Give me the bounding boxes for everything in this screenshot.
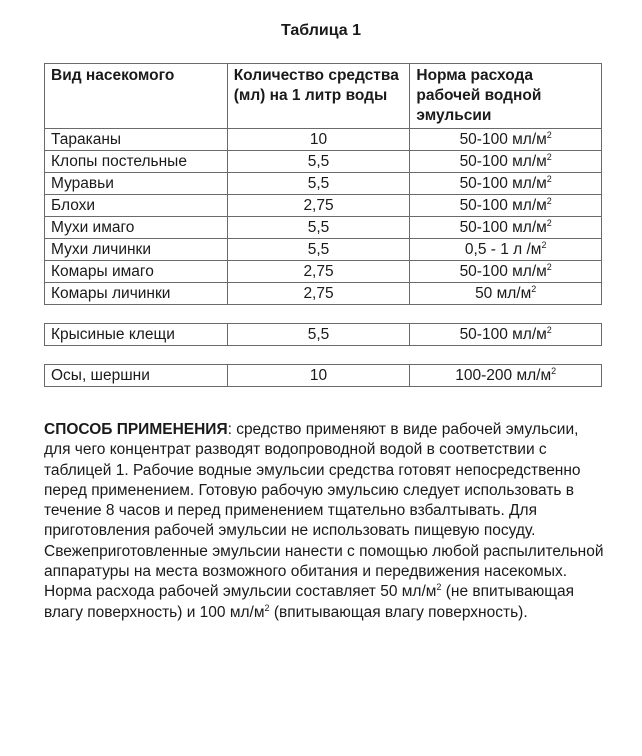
superscript: 2	[546, 261, 552, 272]
table-row	[45, 365, 602, 387]
amount-cell: 10	[227, 365, 410, 387]
table-row	[45, 324, 602, 346]
rate-value: 50-100 мл/м	[459, 153, 547, 170]
rate-cell	[410, 151, 602, 173]
superscript: 2	[436, 582, 442, 593]
insect-cell: Тараканы	[45, 129, 228, 151]
amount-cell: 5,5	[227, 151, 410, 173]
insect-cell: Комары личинки	[45, 283, 228, 305]
table-row	[45, 283, 602, 305]
rate-cell	[410, 217, 602, 239]
amount-cell: 10	[227, 129, 410, 151]
rate-value: 50-100 мл/м	[459, 263, 547, 280]
table-spacer-row	[45, 346, 602, 365]
rate-value: 50 мл/м	[475, 285, 532, 302]
dosage-table	[44, 63, 602, 387]
application-text-2: (не впитывающая влагу поверхность) и 100 мл/м	[44, 583, 574, 621]
rate-cell	[410, 283, 602, 305]
rate-value: 50-100 мл/м	[459, 175, 547, 192]
rate-value: 50-100 мл/м	[459, 219, 547, 236]
insect-cell: Мухи личинки	[45, 239, 228, 261]
superscript: 2	[264, 602, 270, 613]
header-insect: Вид насекомого	[45, 64, 228, 129]
application-text-1: : средство применяют в виде рабочей эмульсии, для чего концентрат разводят водопроводной водой в соответствии с таблицей 1. Рабочие водные эмульсии средства готовят непосредственно перед применением. Готовую рабочую эмульсию следует использовать в течение 8 часов и перед применением тщательно взбалтывать. Для приготовления рабочей эмульсии не использовать пищевую посуду. Свежеприготовленные эмульсии нанести с помощью любой распылительной аппаратуры на места возможного обитания и передвижения насекомых. Норма расхода рабочей эмульсии составляет 50 мл/м	[44, 421, 604, 601]
amount-cell: 2,75	[227, 283, 410, 305]
amount-cell: 5,5	[227, 324, 410, 346]
spacer-cell	[45, 346, 602, 365]
rate-value: 50-100 мл/м	[459, 326, 547, 343]
amount-cell: 5,5	[227, 217, 410, 239]
rate-value: 50-100 мл/м	[459, 197, 547, 214]
amount-cell: 2,75	[227, 195, 410, 217]
superscript: 2	[531, 283, 537, 294]
rate-cell	[410, 195, 602, 217]
insect-cell: Крысиные клещи	[45, 324, 228, 346]
rate-cell	[410, 365, 602, 387]
superscript: 2	[546, 195, 552, 206]
insect-cell: Муравьи	[45, 173, 228, 195]
rate-cell	[410, 324, 602, 346]
application-text-3: (впитывающая влагу поверхность).	[269, 603, 528, 621]
amount-cell: 5,5	[227, 173, 410, 195]
rate-cell	[410, 173, 602, 195]
insect-cell: Мухи имаго	[45, 217, 228, 239]
amount-cell: 2,75	[227, 261, 410, 283]
header-rate: Норма расхода рабочей водной эмульсии	[410, 64, 602, 129]
rate-value: 100-200 мл/м	[455, 367, 552, 384]
rate-cell	[410, 129, 602, 151]
insect-cell: Клопы постельные	[45, 151, 228, 173]
superscript: 2	[546, 151, 552, 162]
insect-cell: Комары имаго	[45, 261, 228, 283]
superscript: 2	[546, 324, 552, 335]
rate-value: 0,5 - 1 л /м	[464, 241, 542, 258]
header-amount: Количество средства (мл) на 1 литр воды	[227, 64, 410, 129]
application-heading: СПОСОБ ПРИМЕНЕНИЯ	[44, 421, 228, 438]
insect-cell: Осы, шершни	[45, 365, 228, 387]
rate-cell	[410, 239, 602, 261]
superscript: 2	[551, 365, 557, 376]
table-row	[45, 217, 602, 239]
rate-value: 50-100 мл/м	[459, 131, 547, 148]
table-title: Таблица 1	[280, 22, 362, 39]
superscript: 2	[546, 129, 552, 140]
application-paragraph	[44, 420, 604, 623]
table-row	[45, 173, 602, 195]
superscript: 2	[541, 239, 547, 250]
table-row	[45, 195, 602, 217]
amount-cell: 5,5	[227, 239, 410, 261]
table-row	[45, 239, 602, 261]
superscript: 2	[546, 173, 552, 184]
table-row	[45, 151, 602, 173]
superscript: 2	[546, 217, 552, 228]
table-spacer-row	[45, 305, 602, 324]
insect-cell: Блохи	[45, 195, 228, 217]
table-header-row	[45, 64, 602, 129]
rate-cell	[410, 261, 602, 283]
table-row	[45, 129, 602, 151]
spacer-cell	[45, 305, 602, 324]
table-row	[45, 261, 602, 283]
